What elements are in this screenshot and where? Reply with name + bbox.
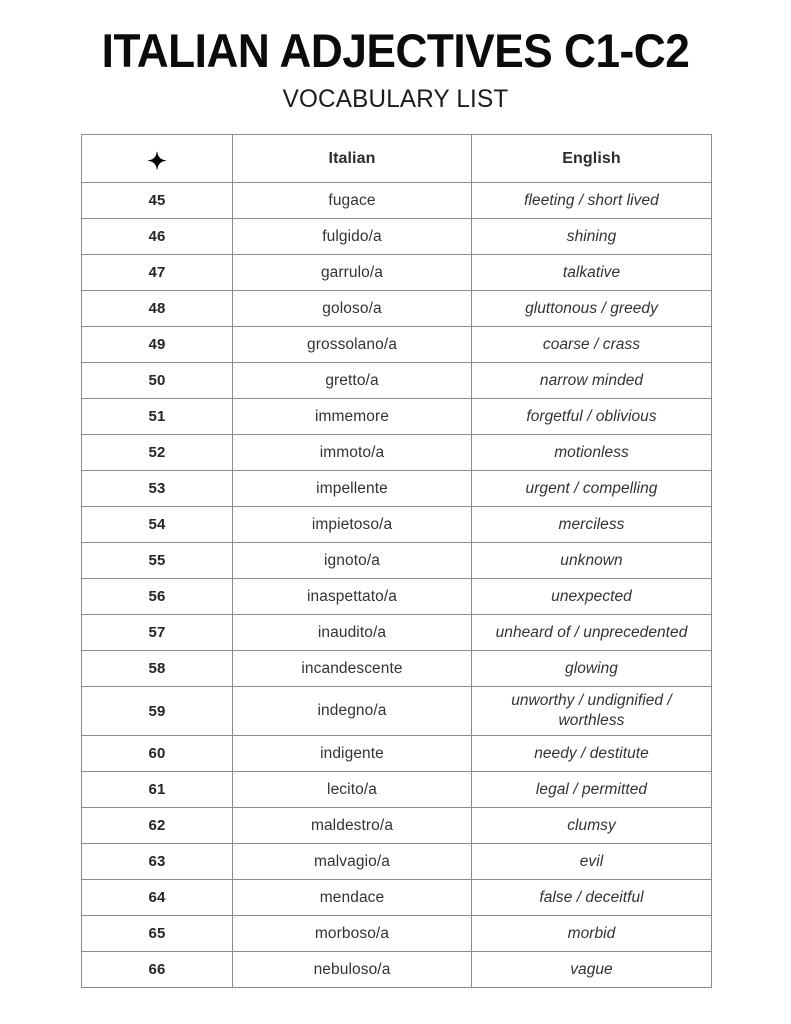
cell-number: 49 bbox=[82, 327, 233, 363]
title-block bbox=[0, 0, 791, 114]
cell-italian: indigente bbox=[233, 736, 472, 772]
table-row bbox=[82, 916, 712, 952]
cell-english: clumsy bbox=[472, 808, 712, 844]
page-subtitle: VOCABULARY LIST bbox=[282, 85, 509, 113]
cell-italian: inaspettato/a bbox=[233, 579, 472, 615]
table-row bbox=[82, 327, 712, 363]
table-row bbox=[82, 471, 712, 507]
cell-number: 61 bbox=[82, 772, 233, 808]
cell-english: morbid bbox=[472, 916, 712, 952]
cell-english: unexpected bbox=[472, 579, 712, 615]
cell-italian: immemore bbox=[233, 399, 472, 435]
four-pointed-star-icon: ✦ bbox=[147, 147, 167, 174]
cell-italian: morboso/a bbox=[233, 916, 472, 952]
cell-number: 51 bbox=[82, 399, 233, 435]
cell-italian: gretto/a bbox=[233, 363, 472, 399]
cell-number: 64 bbox=[82, 880, 233, 916]
cell-italian: maldestro/a bbox=[233, 808, 472, 844]
table-row bbox=[82, 615, 712, 651]
table-row bbox=[82, 219, 712, 255]
cell-number: 55 bbox=[82, 543, 233, 579]
table-row bbox=[82, 952, 712, 988]
table-head bbox=[82, 135, 712, 183]
cell-english: false / deceitful bbox=[472, 880, 712, 916]
cell-italian: nebuloso/a bbox=[233, 952, 472, 988]
cell-number: 48 bbox=[82, 291, 233, 327]
cell-italian: indegno/a bbox=[233, 687, 472, 736]
table-row bbox=[82, 844, 712, 880]
cell-number: 54 bbox=[82, 507, 233, 543]
cell-english: coarse / crass bbox=[472, 327, 712, 363]
column-header-italian: Italian bbox=[233, 135, 472, 183]
cell-italian: lecito/a bbox=[233, 772, 472, 808]
cell-number: 57 bbox=[82, 615, 233, 651]
cell-english: legal / permitted bbox=[472, 772, 712, 808]
cell-italian: immoto/a bbox=[233, 435, 472, 471]
cell-italian: fugace bbox=[233, 183, 472, 219]
cell-english: narrow minded bbox=[472, 363, 712, 399]
vocabulary-table-wrapper bbox=[81, 134, 711, 988]
cell-italian: goloso/a bbox=[233, 291, 472, 327]
table-row bbox=[82, 651, 712, 687]
cell-english: forgetful / oblivious bbox=[472, 399, 712, 435]
cell-english: unheard of / unprecedented bbox=[472, 615, 712, 651]
cell-number: 53 bbox=[82, 471, 233, 507]
cell-english: needy / destitute bbox=[472, 736, 712, 772]
cell-italian: inaudito/a bbox=[233, 615, 472, 651]
table-row bbox=[82, 183, 712, 219]
cell-english: merciless bbox=[472, 507, 712, 543]
cell-number: 60 bbox=[82, 736, 233, 772]
cell-english: fleeting / short lived bbox=[472, 183, 712, 219]
cell-english: talkative bbox=[472, 255, 712, 291]
cell-number: 46 bbox=[82, 219, 233, 255]
cell-italian: grossolano/a bbox=[233, 327, 472, 363]
table-row bbox=[82, 687, 712, 736]
table-row bbox=[82, 291, 712, 327]
cell-number: 47 bbox=[82, 255, 233, 291]
cell-number: 59 bbox=[82, 687, 233, 736]
cell-number: 50 bbox=[82, 363, 233, 399]
cell-english: shining bbox=[472, 219, 712, 255]
cell-english: glowing bbox=[472, 651, 712, 687]
cell-italian: impietoso/a bbox=[233, 507, 472, 543]
cell-italian: malvagio/a bbox=[233, 844, 472, 880]
cell-number: 62 bbox=[82, 808, 233, 844]
page-title: ITALIAN ADJECTIVES C1-C2 bbox=[101, 24, 690, 77]
table-body bbox=[82, 183, 712, 988]
cell-number: 63 bbox=[82, 844, 233, 880]
cell-number: 66 bbox=[82, 952, 233, 988]
table-row bbox=[82, 363, 712, 399]
vocabulary-table bbox=[81, 134, 712, 988]
cell-english: evil bbox=[472, 844, 712, 880]
cell-english: unworthy / undignified / worthless bbox=[472, 687, 712, 736]
table-row bbox=[82, 255, 712, 291]
cell-italian: fulgido/a bbox=[233, 219, 472, 255]
table-row bbox=[82, 772, 712, 808]
cell-number: 58 bbox=[82, 651, 233, 687]
cell-english: urgent / compelling bbox=[472, 471, 712, 507]
cell-number: 56 bbox=[82, 579, 233, 615]
cell-number: 65 bbox=[82, 916, 233, 952]
cell-english: motionless bbox=[472, 435, 712, 471]
table-row bbox=[82, 736, 712, 772]
cell-english: gluttonous / greedy bbox=[472, 291, 712, 327]
table-row bbox=[82, 543, 712, 579]
cell-italian: impellente bbox=[233, 471, 472, 507]
cell-number: 45 bbox=[82, 183, 233, 219]
cell-english: vague bbox=[472, 952, 712, 988]
table-row bbox=[82, 880, 712, 916]
table-header-row bbox=[82, 135, 712, 183]
cell-number: 52 bbox=[82, 435, 233, 471]
table-row bbox=[82, 579, 712, 615]
cell-italian: ignoto/a bbox=[233, 543, 472, 579]
column-header-number bbox=[82, 135, 233, 183]
cell-italian: incandescente bbox=[233, 651, 472, 687]
column-header-english: English bbox=[472, 135, 712, 183]
cell-italian: garrulo/a bbox=[233, 255, 472, 291]
cell-english: unknown bbox=[472, 543, 712, 579]
cell-italian: mendace bbox=[233, 880, 472, 916]
table-row bbox=[82, 435, 712, 471]
table-row bbox=[82, 507, 712, 543]
table-row bbox=[82, 808, 712, 844]
table-row bbox=[82, 399, 712, 435]
